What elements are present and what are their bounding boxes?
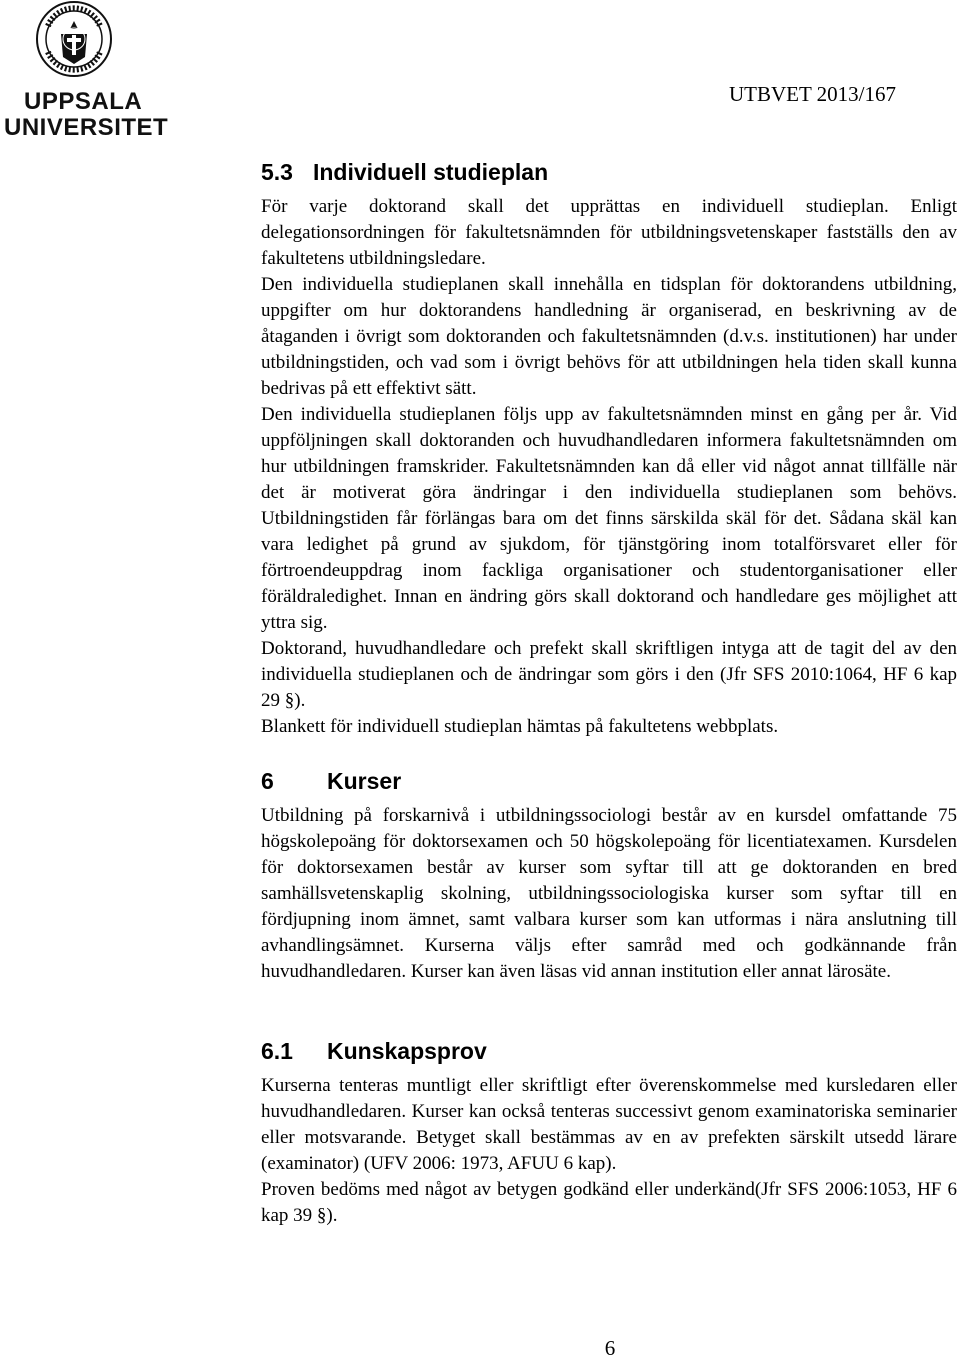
paragraph: Doktorand, huvudhandledare och prefekt skall skriftligen intyga att de tagit del av den individuella studieplanen och de ändringar som görs i den (Jfr SFS 2010:1064, HF 6 kap 29 §). bbox=[261, 638, 957, 711]
section-number: 5.3 bbox=[261, 159, 293, 185]
paragraph: Den individuella studieplanen följs upp av fakultetsnämnden minst en gång per år. Vid uppföljningen skall doktoranden och huvudhandledaren informera fakultetsnämnden om hur utbildningen framskrider. Fakultetsnämnden kan då eller vid något annat tillfälle när det är motiverat göra ändringar i den individuella studieplanen som behövs. Utbildningstiden får förlängas bara om det finns särskilda skäl för det. Sådana skäl kan vara ledighet på grund av sjukdom, för tjänstgöring inom totalförsvaret eller för förtroendeuppdrag inom fackliga organisationer och studentorganisationer eller föräldraledighet. Innan en ändring görs skall doktorand och handledare ges möjlighet att yttra sig. bbox=[261, 404, 957, 633]
logo-text-universitet: UNIVERSITET bbox=[4, 114, 169, 141]
paragraph: Proven bedöms med något av betygen godkänd eller underkänd(Jfr SFS 2006:1053, HF 6 kap 39 §). bbox=[261, 1179, 957, 1226]
section-number: 6.1 bbox=[261, 1038, 293, 1064]
section-heading-6 bbox=[261, 765, 957, 797]
section-heading-5-3 bbox=[261, 156, 957, 188]
section-title: Kurser bbox=[327, 768, 402, 794]
section-title: Kunskapsprov bbox=[327, 1038, 487, 1064]
document-body bbox=[261, 156, 957, 1229]
university-seal-icon bbox=[34, 0, 114, 78]
paragraph: För varje doktorand skall det upprättas en individuell studieplan. Enligt delegationsordningen för fakultetsnämnden för utbildningsvetenskaper fastställs den av fakultetens utbildningsledare. bbox=[261, 196, 957, 269]
section-heading-6-1 bbox=[261, 1035, 957, 1067]
logo-text-uppsala: UPPSALA bbox=[24, 88, 143, 115]
university-logo bbox=[2, 0, 169, 145]
paragraph: Utbildning på forskarnivå i utbildningssociologi består av en kursdel omfattande 75 högskolepoäng för doktorsexamen och 50 högskolepoäng för licentiatexamen. Kursdelen för doktorsexamen består av kurser som syftar till att ge doktoranden en bred samhällsvetenskaplig skolning, utbildningssociologiska kurser som syftar till en fördjupning inom ämnet, samt valbara kurser som kan utformas i nära anslutning till avhandlingsämnet. Kurserna väljs efter samråd med och godkännande från huvudhandledaren. Kurser kan även läsas vid annan institution eller annat lärosäte. bbox=[261, 805, 957, 982]
page-number: 6 bbox=[604, 1336, 616, 1360]
section-number: 6 bbox=[261, 768, 274, 794]
paragraph: Blankett för individuell studieplan hämtas på fakultetens webbplats. bbox=[261, 716, 779, 737]
paragraph: Den individuella studieplanen skall innehålla en tidsplan för doktorandens utbildning, uppgifter om hur doktorandens handledning är organiserad, en beskrivning av de åtaganden i övrigt som doktoranden och fakultetsnämnden (d.v.s. institutionen) har under utbildningstiden, och vad som i övrigt behövs för att utbildningen hela tiden skall kunna bedrivas på ett effektivt sätt. bbox=[261, 274, 957, 399]
document-reference: UTBVET 2013/167 bbox=[728, 82, 896, 106]
section-title: Individuell studieplan bbox=[312, 159, 549, 185]
paragraph: Kurserna tenteras muntligt eller skriftligt efter överenskommelse med kursledaren eller huvudhandledaren. Kurser kan också tenteras successivt genom examinatoriska seminarier eller motsvarande. Betyget skall bestämmas av en av prefekten särskilt utsedd lärare (examinator) (UFV 2006: 1973, AFUU 6 kap). bbox=[261, 1075, 957, 1174]
